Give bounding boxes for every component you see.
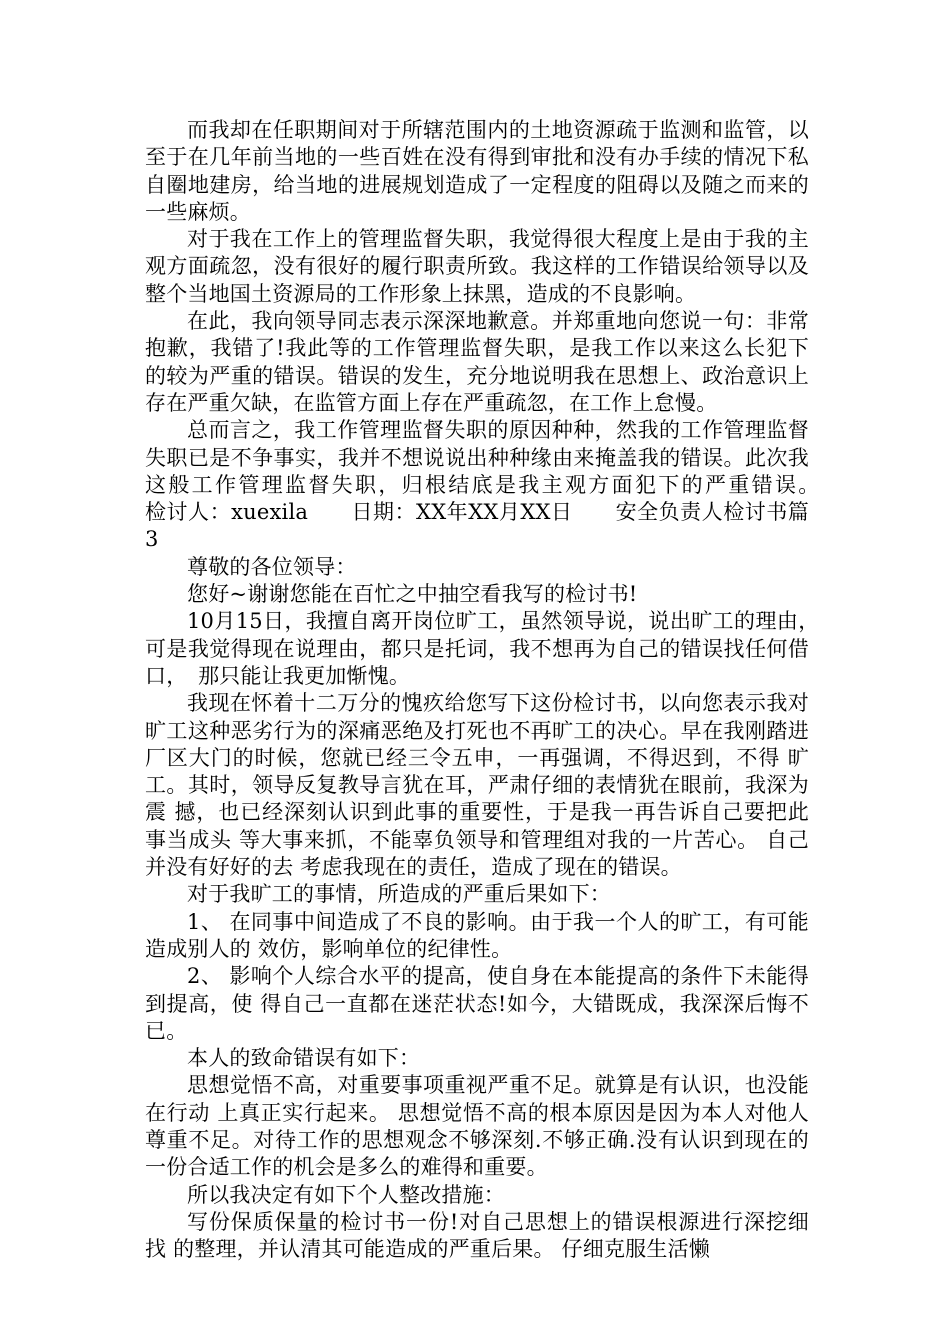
paragraph: 1、 在同事中间造成了不良的影响。由于我一个人的旷工，有可能造成别人的 效仿，影响单位的纪律性。 — [145, 909, 809, 961]
paragraph: 对于我在工作上的管理监督失职，我觉得很大程度上是由于我的主观方面疏忽，没有很好的履行职责所致。我这样的工作错误给领导以及整个当地国土资源局的工作形象上抹黑，造成的不良影响。 — [145, 227, 809, 306]
paragraph: 10月15日，我擅自离开岗位旷工，虽然领导说，说出旷工的理由， 可是我觉得现在说理由，都只是托词，我不想再为自己的错误找任何借口， 那只能让我更加惭愧。 — [145, 609, 831, 688]
document-body — [145, 117, 852, 1263]
paragraph: 对于我旷工的事情，所造成的严重后果如下： — [187, 882, 611, 907]
paragraph: 我现在怀着十二万分的愧疚给您写下这份检讨书，以向您表示我对旷工这种恶劣行为的深痛恶绝及打死也不再旷工的决心。早在我刚踏进厂区大门的时候，您就已经三令五申，一再强调，不得迟到，不得 旷工。其时，领导反复教导言犹在耳，严肃仔细的表情犹在眼前，我深为震 撼，也已经深刻认识到此事的重要性，于是我一再告诉自己要把此事当成头 等大事来抓，不能辜负领导和管理组对我的一片苦心。 自己并没有好好的去 考虑我现在的责任，造成了现在的错误。 — [145, 691, 809, 880]
paragraph: 2、 影响个人综合水平的提高，使自身在本能提高的条件下未能得到提高，使 得自己一直都在迷茫状态!如今，大错既成，我深深后悔不已。 — [145, 964, 809, 1043]
paragraph: 所以我决定有如下个人整改措施： — [187, 1182, 505, 1207]
paragraph: 写份保质保量的检讨书一份!对自己思想上的错误根源进行深挖细找 的整理，并认清其可能造成的严重后果。 仔细克服生活懒 — [145, 1209, 809, 1262]
paragraph: 您好~谢谢您能在百忙之中抽空看我写的检讨书! — [187, 582, 638, 607]
paragraph: 在此，我向领导同志表示深深地歉意。并郑重地向您说一句：非常抱歉，我错了!我此等的工作管理监督失职，是我工作以来这么长犯下的较为严重的错误。错误的发生，充分地说明我在思想上、政治意识上存在严重欠缺，在监管方面上存在严重疏忽，在工作上怠慢。 — [145, 309, 809, 415]
paragraph: 本人的致命错误有如下： — [187, 1046, 421, 1071]
paragraph: 而我却在任职期间对于所辖范围内的土地资源疏于监测和监管，以至于在几年前当地的一些百姓在没有得到审批和没有办手续的情况下私自圈地建房，给当地的进展规划造成了一定程度的阻碍以及随之而来的一些麻烦。 — [145, 118, 809, 224]
paragraph: 思想觉悟不高，对重要事项重视严重不足。就算是有认识，也没能在行动 上真正实行起来。 思想觉悟不高的根本原因是因为本人对他人尊重不足。对待工作的思想观念不够深刻.不够正确.没有认识到现在的一份合适工作的机会是多么的难得和重要。 — [145, 1073, 809, 1180]
paragraph: 总而言之，我工作管理监督失职的原因种种，然我的工作管理监督失职已是不争事实，我并不想说说出种种缘由来掩盖我的错误。此次我这般工作管理监督失职，归根结底是我主观方面犯下的严重错误。 检讨人：xuexila 日期：XX年XX月XX日 安全负责人检讨书篇3 — [145, 418, 852, 552]
paragraph: 尊敬的各位领导： — [187, 554, 357, 579]
